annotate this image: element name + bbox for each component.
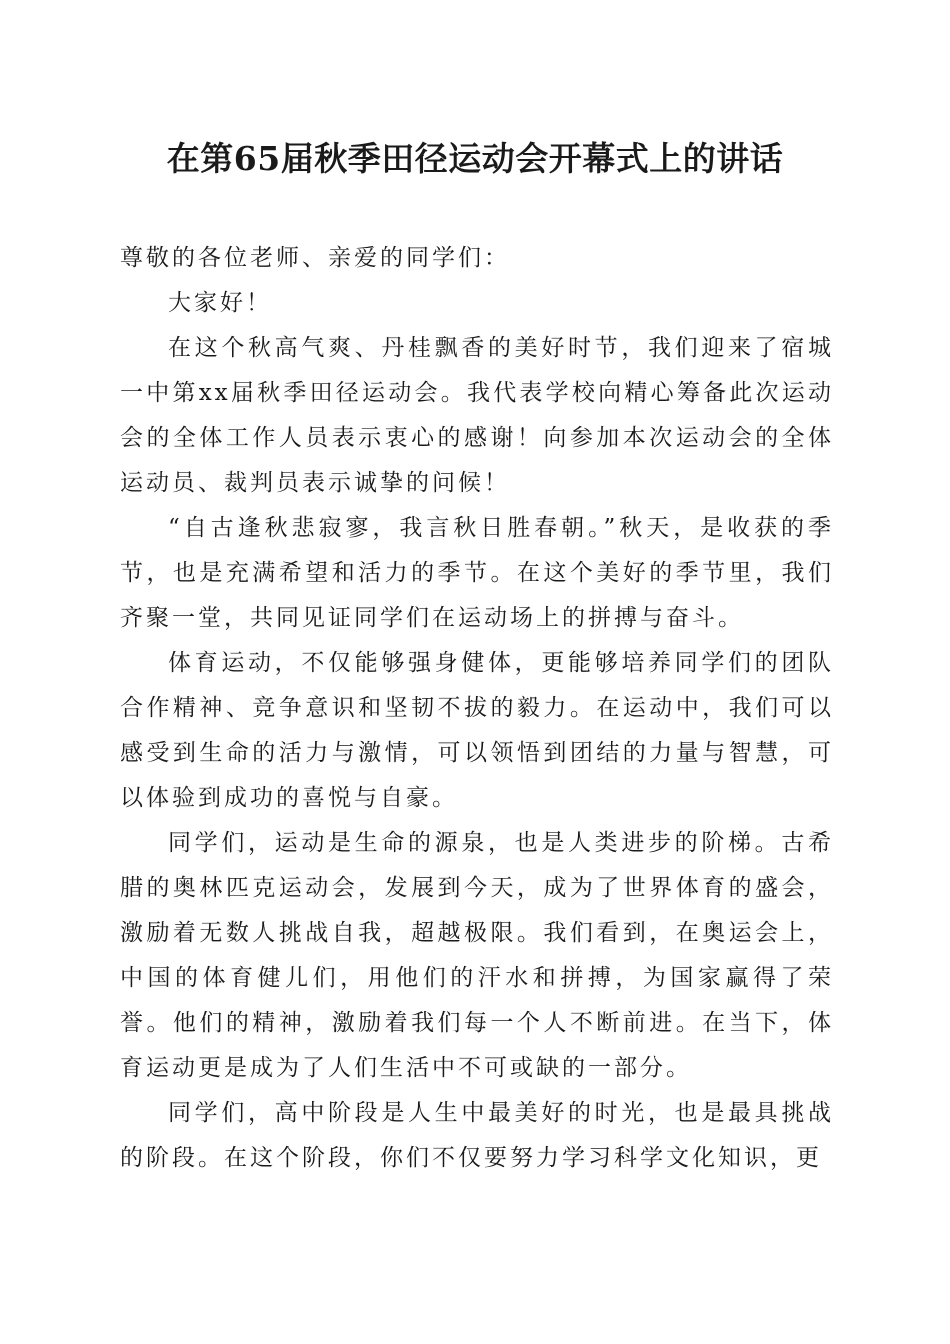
paragraph-sports-value: 体育运动，不仅能够强身健体，更能够培养同学们的团队合作精神、竞争意识和坚韧不拔的毅力。在运动中，我们可以感受到生命的活力与激情，可以领悟到团结的力量与智慧，可以体验到成功的喜悦与自豪。 — [120, 650, 834, 811]
paragraph-opening: 在这个秋高气爽、丹桂飘香的美好时节，我们迎来了宿城一中第xx届秋季田径运动会。我代表学校向精心筹备此次运动会的全体工作人员表示衷心的感谢！向参加本次运动会的全体运动员、裁判员表示诚挚的问候！ — [120, 335, 834, 496]
salutation: 尊敬的各位老师、亲爱的同学们： — [120, 245, 510, 271]
document-body — [120, 236, 834, 1181]
paragraph-olympics: 同学们，运动是生命的源泉，也是人类进步的阶梯。古希腊的奥林匹克运动会，发展到今天，成为了世界体育的盛会，激励着无数人挑战自我，超越极限。我们看到，在奥运会上，中国的体育健儿们，用他们的汗水和拼搏，为国家赢得了荣誉。他们的精神，激励着我们每一个人不断前进。在当下，体育运动更是成为了人们生活中不可或缺的一部分。 — [120, 830, 834, 1081]
paragraph-autumn: “自古逢秋悲寂寥，我言秋日胜春朝。”秋天，是收获的季节，也是充满希望和活力的季节。在这个美好的季节里，我们齐聚一堂，共同见证同学们在运动场上的拼搏与奋斗。 — [120, 515, 834, 631]
document-title: 在第65届秋季田径运动会开幕式上的讲话 — [166, 139, 784, 178]
paragraph-high-school: 同学们，高中阶段是人生中最美好的时光，也是最具挑战的阶段。在这个阶段，你们不仅要努力学习科学文化知识，更 — [120, 1100, 834, 1171]
paragraph-greeting: 大家好！ — [168, 290, 272, 316]
